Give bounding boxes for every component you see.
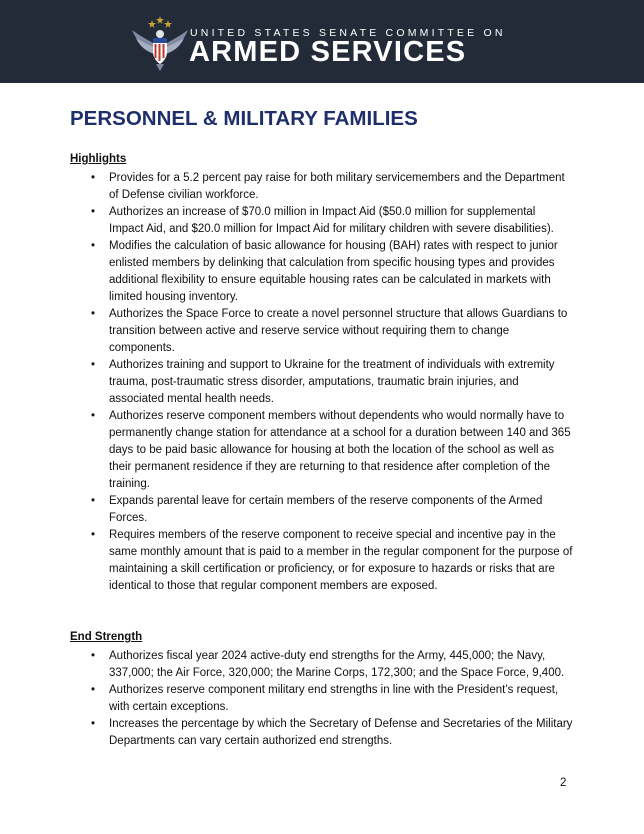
bullet-icon: • [91, 718, 96, 730]
section-heading-highlights: Highlights [70, 153, 127, 165]
list-item [91, 682, 573, 716]
bullet-icon: • [91, 529, 96, 541]
end-strength-list [91, 648, 573, 750]
bullet-icon: • [91, 359, 96, 371]
list-item-text: Authorizes reserve component military end strengths in line with the President’s request, with certain exceptions. [109, 684, 559, 713]
list-item-text: Authorizes an increase of $70.0 million in Impact Aid ($50.0 million for supplemental Impact Aid, and $20.0 million for Impact Aid for military children with severe disabilities). [109, 206, 554, 235]
page-number: 2 [560, 777, 567, 789]
list-item [91, 238, 573, 306]
bullet-icon: • [91, 684, 96, 696]
list-item-text: Requires members of the reserve component to receive special and incentive pay in the same monthly amount that is paid to a member in the regular component for the purpose of maintaining a skill certification or proficiency, or for exposure to hazards or risks that are identical to those that regular component members are exposed. [109, 529, 573, 592]
list-item-text: Authorizes reserve component members without dependents who would normally have to permanently change station for attendance at a school for a duration between 140 and 365 days to be paid basic allowance for housing at both the location of the school as well as their permanent residence if they are returning to that residence after completion of the training. [109, 410, 571, 490]
list-item-text: Modifies the calculation of basic allowance for housing (BAH) rates with respect to junior enlisted members by delinking that calculation from specific housing types and provides additional flexibility to ensure equitable housing rates can be calculated in markets with limited housing inventory. [109, 240, 558, 303]
list-item [91, 716, 573, 750]
page-title: PERSONNEL & MILITARY FAMILIES [70, 107, 418, 130]
list-item [91, 648, 573, 682]
committee-name: ARMED SERVICES [189, 36, 467, 68]
bullet-icon: • [91, 410, 96, 422]
list-item [91, 493, 573, 527]
list-item [91, 408, 573, 493]
bullet-icon: • [91, 308, 96, 320]
bullet-icon: • [91, 206, 96, 218]
bullet-icon: • [91, 172, 96, 184]
list-item [91, 204, 573, 238]
highlights-list [91, 170, 573, 595]
bullet-icon: • [91, 650, 96, 662]
list-item-text: Authorizes fiscal year 2024 active-duty end strengths for the Army, 445,000; the Navy, 337,000; the Air Force, 320,000; the Marine Corps, 172,300; and the Space Force, 9,400. [109, 650, 565, 679]
header-banner [0, 0, 644, 83]
section-heading-end-strength: End Strength [70, 631, 143, 643]
bullet-icon: • [91, 240, 96, 252]
list-item [91, 527, 573, 595]
committee-line: UNITED STATES SENATE COMMITTEE ON [190, 27, 506, 39]
list-item-text: Increases the percentage by which the Secretary of Defense and Secretaries of the Military Departments can vary certain authorized end strengths. [109, 718, 573, 747]
list-item-text: Authorizes training and support to Ukraine for the treatment of individuals with extremity trauma, post-traumatic stress disorder, amputations, traumatic brain injuries, and associated mental health needs. [109, 359, 555, 405]
bullet-icon: • [91, 495, 96, 507]
list-item-text: Provides for a 5.2 percent pay raise for both military servicemembers and the Department of Defense civilian workforce. [109, 172, 565, 201]
list-item-text: Authorizes the Space Force to create a novel personnel structure that allows Guardians to transition between active and reserve service without requiring them to change components. [109, 308, 568, 354]
list-item [91, 306, 573, 357]
list-item [91, 170, 573, 204]
list-item-text: Expands parental leave for certain members of the reserve components of the Armed Forces. [109, 495, 543, 524]
list-item [91, 357, 573, 408]
eagle-stars-shield-icon [130, 14, 190, 72]
